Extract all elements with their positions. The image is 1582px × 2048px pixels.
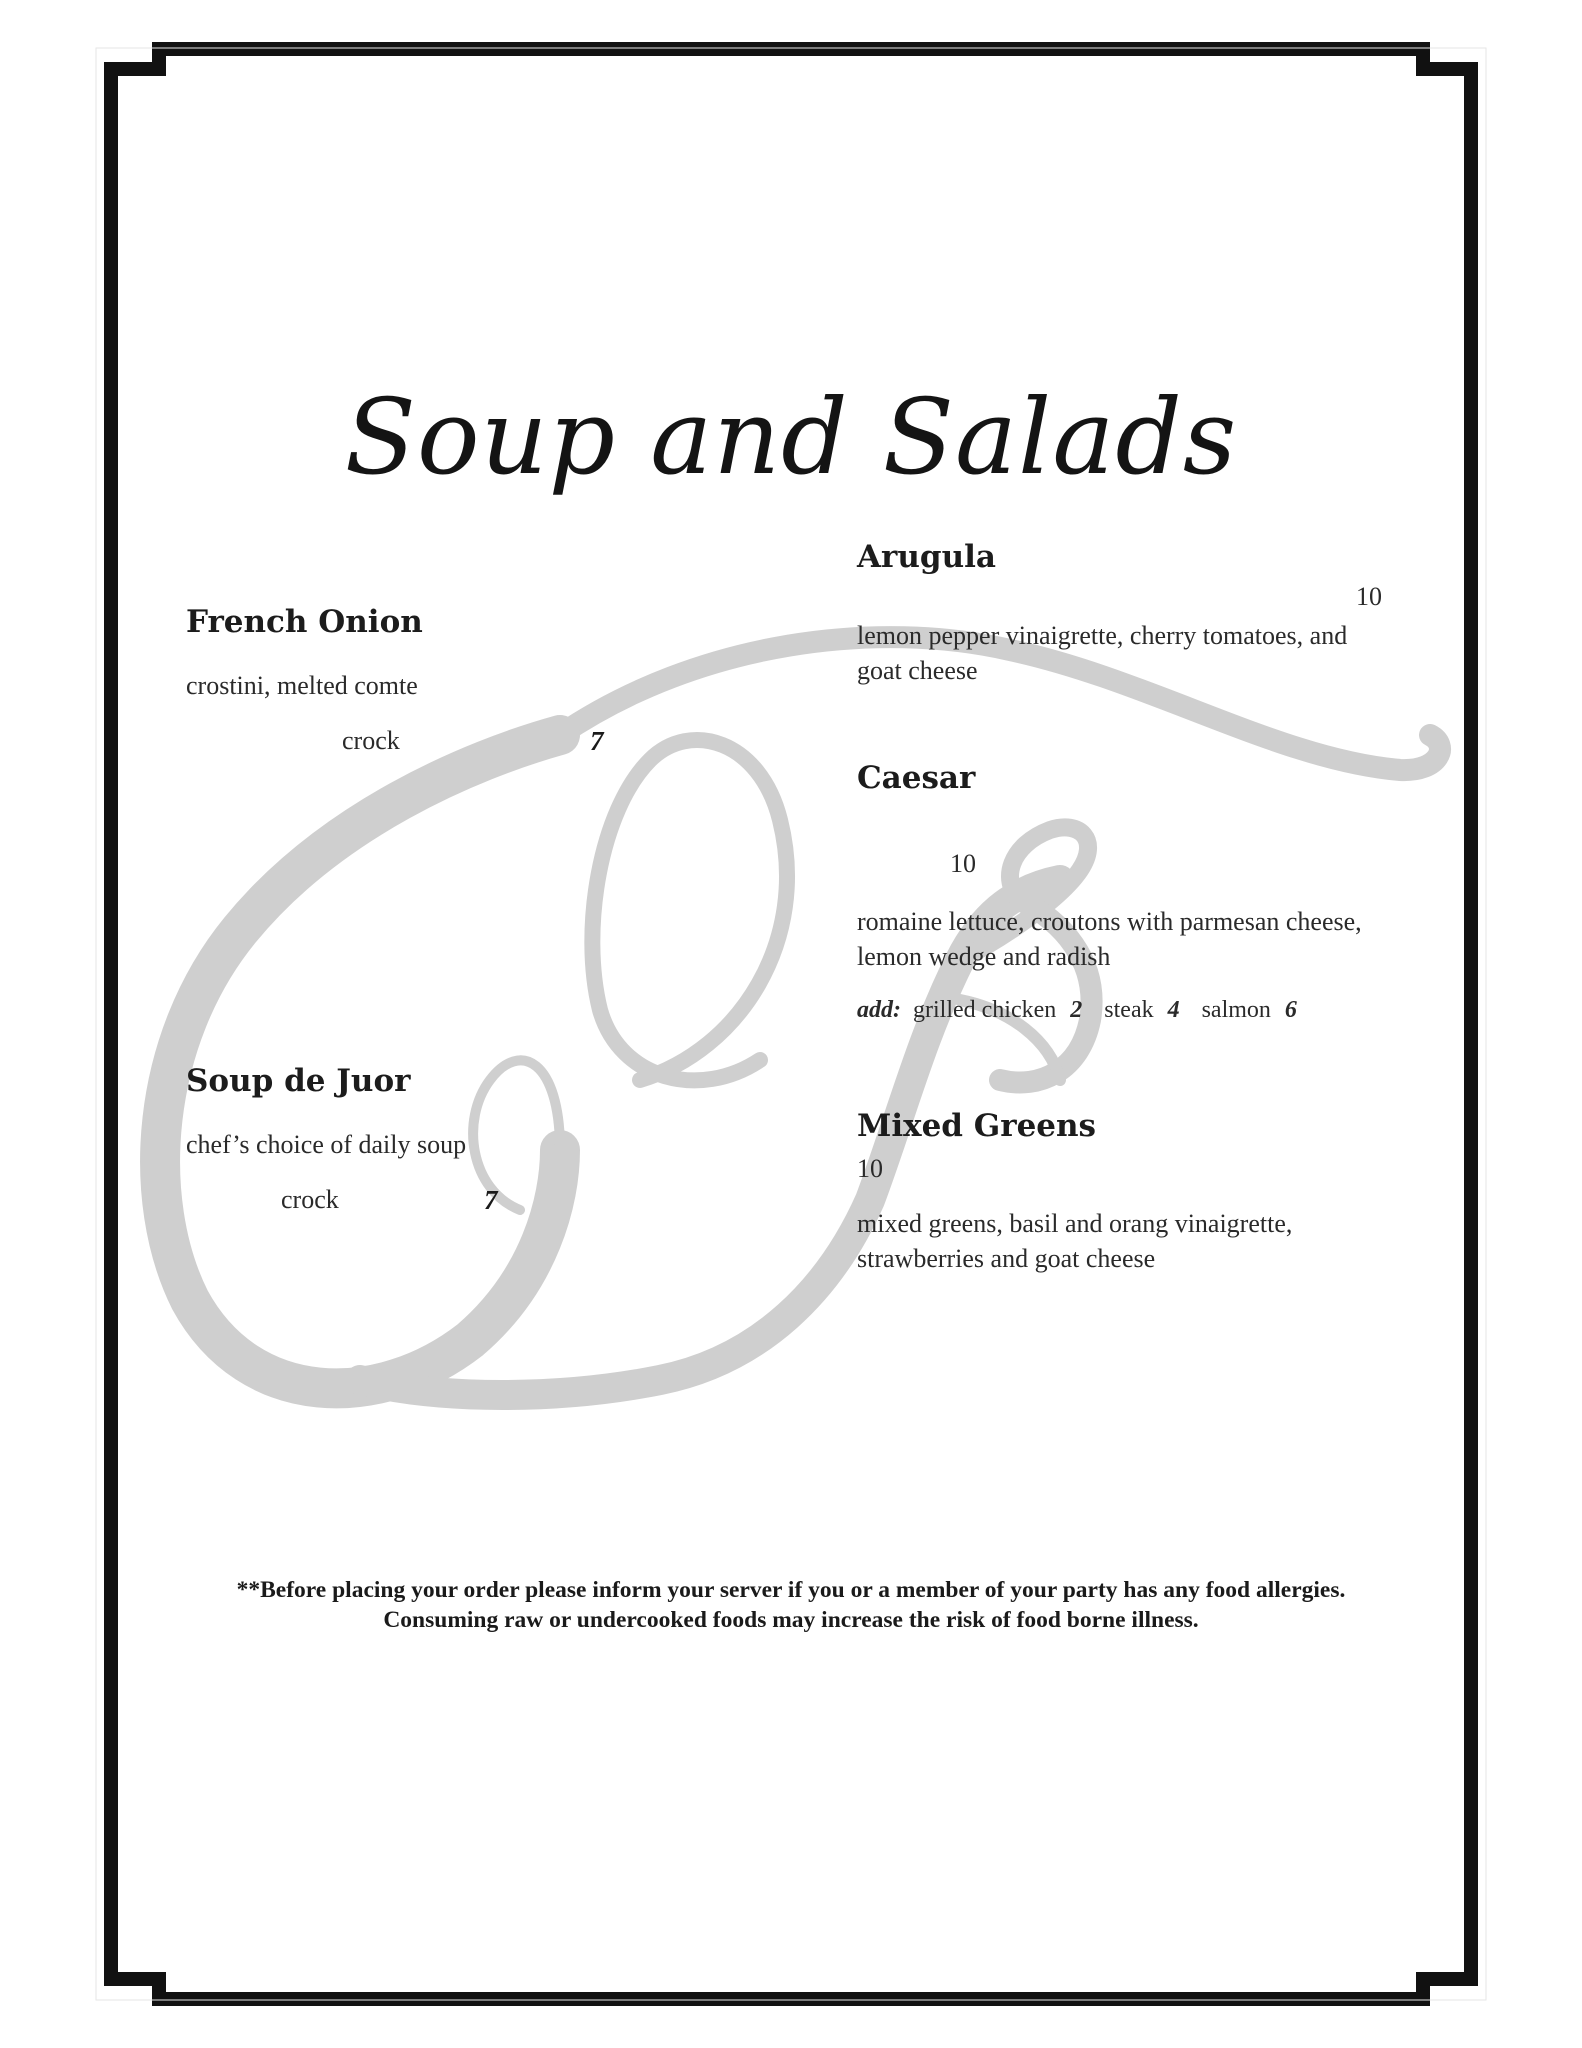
arugula-description-2: goat cheese bbox=[857, 656, 978, 685]
add-on-chicken-name: grilled chicken bbox=[913, 997, 1057, 1023]
add-on-steak-price: 4 bbox=[1167, 997, 1180, 1023]
soup-de-juor-size-label: crock bbox=[281, 1185, 339, 1214]
mixed-greens-description-2: strawberries and goat cheese bbox=[857, 1244, 1156, 1273]
mixed-greens-name: Mixed Greens bbox=[857, 1108, 1097, 1144]
add-on-salmon-price: 6 bbox=[1284, 997, 1297, 1023]
add-on-chicken-price: 2 bbox=[1070, 997, 1083, 1023]
arugula-name: Arugula bbox=[857, 539, 997, 575]
french-onion-size-label: crock bbox=[342, 726, 400, 755]
menu-title: Soup and Salads bbox=[344, 376, 1238, 498]
allergy-notice-line-2: Consuming raw or undercooked foods may increase the risk of food borne illness. bbox=[383, 1607, 1199, 1633]
caesar-add-ons bbox=[857, 997, 1313, 1024]
caesar-price: 10 bbox=[950, 849, 976, 878]
french-onion-price: 7 bbox=[590, 726, 604, 756]
caesar-name: Caesar bbox=[857, 760, 976, 796]
caesar-description-2: lemon wedge and radish bbox=[857, 942, 1111, 971]
soup-de-juor-description: chef’s choice of daily soup bbox=[186, 1130, 467, 1159]
french-onion-description: crostini, melted comte bbox=[186, 671, 418, 700]
mixed-greens-description-1: mixed greens, basil and orang vinaigrette, bbox=[857, 1209, 1293, 1238]
french-onion-name: French Onion bbox=[186, 604, 423, 640]
allergy-notice bbox=[140, 1575, 1442, 1635]
arugula-description-1: lemon pepper vinaigrette, cherry tomatoes, and bbox=[857, 621, 1348, 650]
allergy-notice-line-1: **Before placing your order please inform your server if you or a member of your party has any food allergies. bbox=[236, 1577, 1346, 1603]
soup-de-juor-name: Soup de Juor bbox=[186, 1063, 411, 1099]
soup-de-juor-price: 7 bbox=[484, 1185, 498, 1215]
add-ons-label: add: bbox=[857, 997, 901, 1023]
arugula-price: 10 bbox=[1356, 582, 1382, 611]
mixed-greens-price: 10 bbox=[857, 1154, 883, 1183]
add-on-salmon-name: salmon bbox=[1201, 997, 1271, 1023]
caesar-description-1: romaine lettuce, croutons with parmesan cheese, bbox=[857, 907, 1362, 936]
add-on-steak-name: steak bbox=[1104, 997, 1154, 1023]
